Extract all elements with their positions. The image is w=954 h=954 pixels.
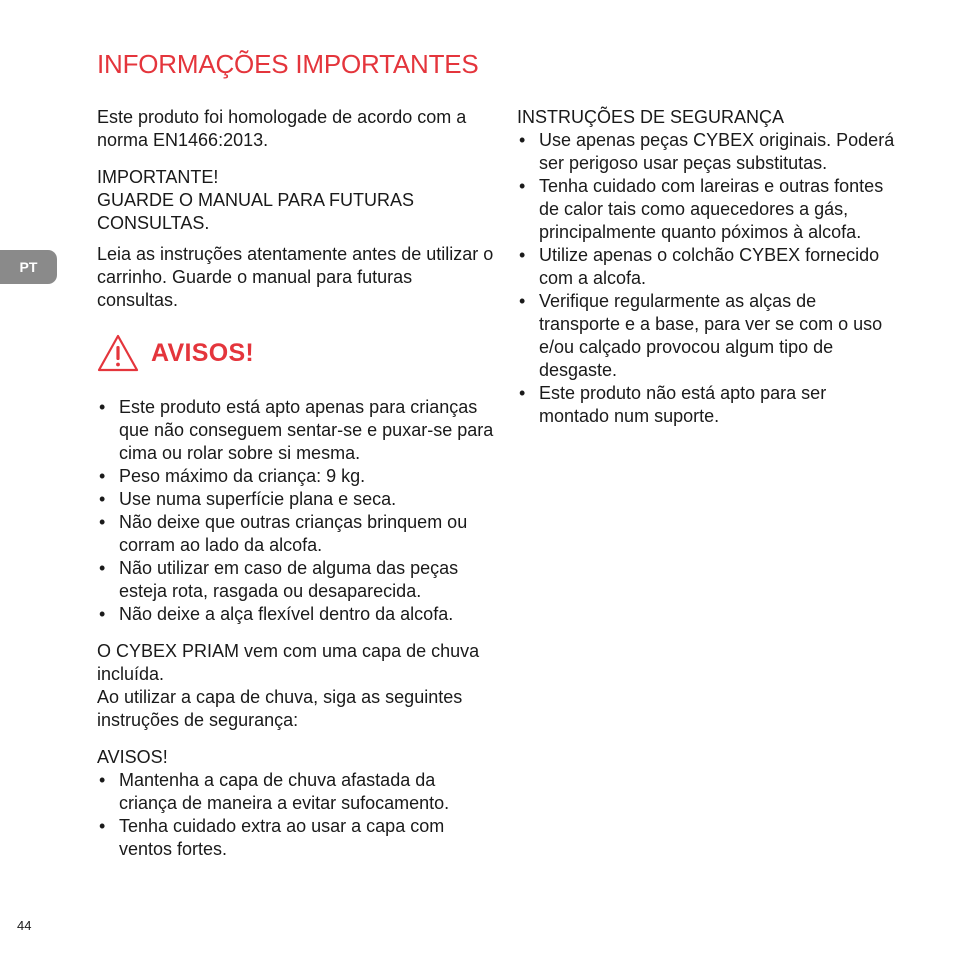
list-item: • Use numa superfície plana e seca.	[97, 488, 497, 511]
list-item: • Não deixe que outras crianças brinquem ou corram ao lado da alcofa.	[97, 511, 497, 557]
list-item: • Utilize apenas o colchão CYBEX fornecido com a alcofa.	[517, 244, 897, 290]
list-item: • Não deixe a alça flexível dentro da alcofa.	[97, 603, 497, 626]
left-column	[97, 106, 497, 861]
list-item: • Peso máximo da criança: 9 kg.	[97, 465, 497, 488]
safety-heading: INSTRUÇÕES DE SEGURANÇA	[517, 107, 785, 127]
list-item: • Não utilizar em caso de alguma das peças esteja rota, rasgada ou desaparecida.	[97, 557, 497, 603]
list-item: • Verifique regularmente as alças de transporte e a base, para ver se com o uso e/ou calçado provocou algum tipo de desgaste.	[517, 290, 897, 382]
read-instructions-text: Leia as instruções atentamente antes de utilizar o carrinho. Guarde o manual para futuras consultas.	[97, 244, 494, 310]
list-item: • Tenha cuidado extra ao usar a capa com ventos fortes.	[97, 815, 497, 861]
warnings-header	[97, 332, 497, 374]
language-tab	[0, 250, 57, 284]
important-heading: IMPORTANTE!	[97, 167, 219, 187]
list-item: • Mantenha a capa de chuva afastada da criança de maneira a evitar sufocamento.	[97, 769, 497, 815]
list-item: • Este produto está apto apenas para crianças que não conseguem sentar-se e puxar-se para cima ou rolar sobre si mesma.	[97, 396, 497, 465]
right-column	[517, 106, 897, 428]
warnings-heading: AVISOS!	[151, 338, 255, 367]
page-title: INFORMAÇÕES IMPORTANTES	[97, 49, 479, 79]
language-tab-label: PT	[19, 259, 38, 275]
raincover-instruction: Ao utilizar a capa de chuva, siga as seguintes instruções de segurança:	[97, 687, 463, 730]
warnings-list	[97, 396, 497, 626]
list-item: • Este produto não está apto para ser montado num suporte.	[517, 382, 897, 428]
intro-text: Este produto foi homologade de acordo com a norma EN1466:2013.	[97, 107, 467, 150]
safety-list	[517, 129, 897, 428]
page-number: 44	[17, 918, 32, 933]
warning-triangle-icon	[97, 334, 139, 372]
raincover-intro: O CYBEX PRIAM vem com uma capa de chuva incluída.	[97, 641, 480, 684]
important-text: GUARDE O MANUAL PARA FUTURAS CONSULTAS.	[97, 190, 415, 233]
list-item: • Tenha cuidado com lareiras e outras fontes de calor tais como aquecedores a gás, principalmente quanto póximos à alcofa.	[517, 175, 897, 244]
list-item: • Use apenas peças CYBEX originais. Poderá ser perigoso usar peças substitutas.	[517, 129, 897, 175]
raincover-warnings-heading: AVISOS!	[97, 747, 168, 767]
raincover-warnings-list	[97, 769, 497, 861]
